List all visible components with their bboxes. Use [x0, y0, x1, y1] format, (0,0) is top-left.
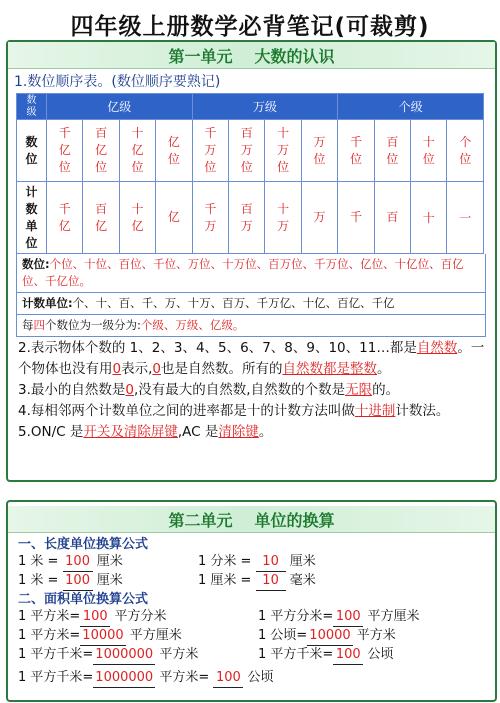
level-yi: 亿级: [47, 94, 193, 120]
text: 公顷: [367, 647, 394, 662]
unit-cell: 百亿: [83, 182, 119, 254]
unit-cell: 千亿: [47, 182, 83, 254]
answer: 10000: [80, 627, 125, 646]
text: ,AC 是: [177, 424, 219, 440]
point-5: [8, 422, 495, 443]
text: 平方米: [159, 647, 199, 662]
unit2-label: 第二单元: [168, 510, 233, 530]
answer: 100: [63, 572, 93, 591]
unit1-header: [8, 42, 495, 69]
answer: 100: [63, 553, 93, 572]
highlight: 自然数: [416, 340, 458, 356]
text: 1 厘米 =: [198, 573, 252, 588]
text: 厘米: [289, 554, 316, 569]
text: 。: [376, 361, 391, 377]
digit-cell: 千亿位: [47, 120, 83, 182]
text: 1 平方米=: [18, 628, 81, 643]
digit-cell: 万位: [301, 120, 337, 182]
text: 平方分米: [114, 609, 167, 624]
unit1-name: 大数的认识: [254, 46, 335, 66]
text: 平方厘米: [129, 628, 182, 643]
unit2-name: 单位的换算: [254, 510, 335, 530]
text: 平方米: [356, 628, 396, 643]
unit-cell: 千: [338, 182, 374, 254]
highlight: 十进制: [354, 403, 396, 419]
formula-row: [18, 553, 485, 572]
place-value-table: [16, 93, 484, 254]
point-2: [8, 338, 495, 380]
text: 4.每相邻两个计数单位之间的进率都是十的计数方法叫做: [18, 403, 355, 419]
highlight: 四: [33, 318, 45, 332]
answer: 10: [256, 572, 286, 591]
level-rule: [16, 315, 486, 337]
answer: 10000: [307, 627, 352, 646]
highlight: 清除键: [218, 424, 259, 440]
digit-cell: 十位: [411, 120, 447, 182]
text: 厘米: [96, 554, 123, 569]
unit-list-label: 计数单位:: [22, 296, 73, 310]
unit-row: [17, 182, 484, 254]
text: 计数法。: [395, 403, 450, 419]
unit-cell: 百万: [229, 182, 265, 254]
text: 也是自然数。所有的: [160, 361, 283, 377]
digit-cell: 千万位: [192, 120, 228, 182]
digit-cell: 百亿位: [83, 120, 119, 182]
text: 厘米: [96, 573, 123, 588]
answer: 100: [80, 608, 110, 627]
unit-list: [16, 293, 486, 315]
row-label-digit: 数位: [17, 120, 47, 182]
unit-cell: 一: [447, 182, 484, 254]
formula-row: [18, 608, 485, 627]
unit1-label: 第一单元: [168, 46, 233, 66]
text: 公顷: [247, 670, 274, 685]
unit1-card: [6, 40, 497, 482]
text: 1 公顷=: [258, 628, 308, 643]
digit-cell: 十万位: [265, 120, 301, 182]
text: 平方厘米: [367, 609, 420, 624]
unit2-header: [8, 506, 495, 533]
text: 毫米: [289, 573, 316, 588]
digit-cell: 亿位: [156, 120, 192, 182]
highlight: 0: [112, 361, 122, 377]
unit-cell: 十万: [265, 182, 301, 254]
digit-cell: 百位: [374, 120, 410, 182]
unit-cell: 千万: [192, 182, 228, 254]
formula-row: [18, 646, 485, 665]
length-title: 一、长度单位换算公式: [18, 537, 149, 552]
unit-cell: 十亿: [119, 182, 155, 254]
highlight: 开关及清除屏键: [83, 424, 178, 440]
digit-list: [16, 254, 486, 293]
digit-cell: 个位: [447, 120, 484, 182]
text: ,没有最大的自然数,自然数的个数是: [133, 382, 346, 398]
highlight: 0: [152, 361, 161, 377]
text: 的。: [372, 382, 400, 398]
table-header-row: [17, 94, 484, 120]
length-formulas: [8, 553, 495, 591]
text: 1 米 =: [18, 554, 59, 569]
highlight: 个级、万级、亿级。: [140, 318, 245, 332]
answer: 10: [256, 553, 286, 572]
answer: 100: [333, 646, 363, 665]
text: 1 米 =: [18, 573, 59, 588]
digit-list-text: 个位、十位、百位、千位、万位、十万位、百万位、千万位、亿位、十亿位、百亿位、千亿位。: [22, 257, 464, 288]
formula-row: [18, 627, 485, 646]
digit-cell: 千位: [338, 120, 374, 182]
corner-cell: 数级: [17, 94, 47, 120]
answer: 100: [213, 669, 243, 688]
area-title: 二、面积单位换算公式: [18, 592, 149, 607]
digit-list-label: 数位:: [22, 257, 50, 271]
unit-cell: 百: [374, 182, 410, 254]
text: 表示,: [121, 361, 153, 377]
highlight: 自然数都是整数: [282, 361, 377, 377]
digit-row: [17, 120, 484, 182]
answer: 100: [333, 608, 363, 627]
text: 1 分米 =: [198, 554, 252, 569]
digit-cell: 十亿位: [119, 120, 155, 182]
point-4: [8, 401, 495, 422]
text: 3.最小的自然数是: [18, 382, 126, 398]
unit-cell: 亿: [156, 182, 192, 254]
text: 1 平方米=: [18, 609, 81, 624]
unit2-card: [6, 500, 497, 702]
highlight: 0: [125, 382, 134, 398]
formula-row: [18, 572, 485, 591]
text: 1 平方千米=: [18, 670, 94, 685]
answer: 1000000: [93, 669, 155, 688]
text: 2.表示物体个数的 1、2、3、4、5、6、7、8、9、10、11…都是: [18, 340, 417, 356]
row-label-unit: 计数单位: [17, 182, 47, 254]
unit-cell: 十: [411, 182, 447, 254]
point-3: [8, 380, 495, 401]
text: 。一个物体也没有用: [18, 340, 485, 377]
area-formulas: [8, 608, 495, 688]
text: 1 平方分米=: [258, 609, 334, 624]
text: 每: [22, 318, 34, 332]
text: 5.ON/C 是: [18, 424, 84, 440]
level-wan: 万级: [192, 94, 338, 120]
answer: 1000000: [93, 646, 155, 665]
unit-cell: 万: [301, 182, 337, 254]
page-title: 四年级上册数学必背笔记(可裁剪): [70, 14, 430, 40]
unit-list-text: 个、十、百、千、万、十万、百万、千万亿、十亿、百亿、千亿: [72, 296, 395, 310]
text: 1 平方千米=: [258, 647, 334, 662]
highlight: 无限: [345, 382, 373, 398]
digit-cell: 百万位: [229, 120, 265, 182]
text: 个数位为一级分为:: [45, 318, 141, 332]
text: 。: [258, 424, 273, 440]
level-ge: 个级: [338, 94, 484, 120]
place-value-title: 1.数位顺序表。(数位顺序要熟记): [14, 74, 221, 90]
text: 1 平方千米=: [18, 647, 94, 662]
text: 平方米=: [159, 670, 210, 685]
formula-row: [18, 669, 485, 688]
